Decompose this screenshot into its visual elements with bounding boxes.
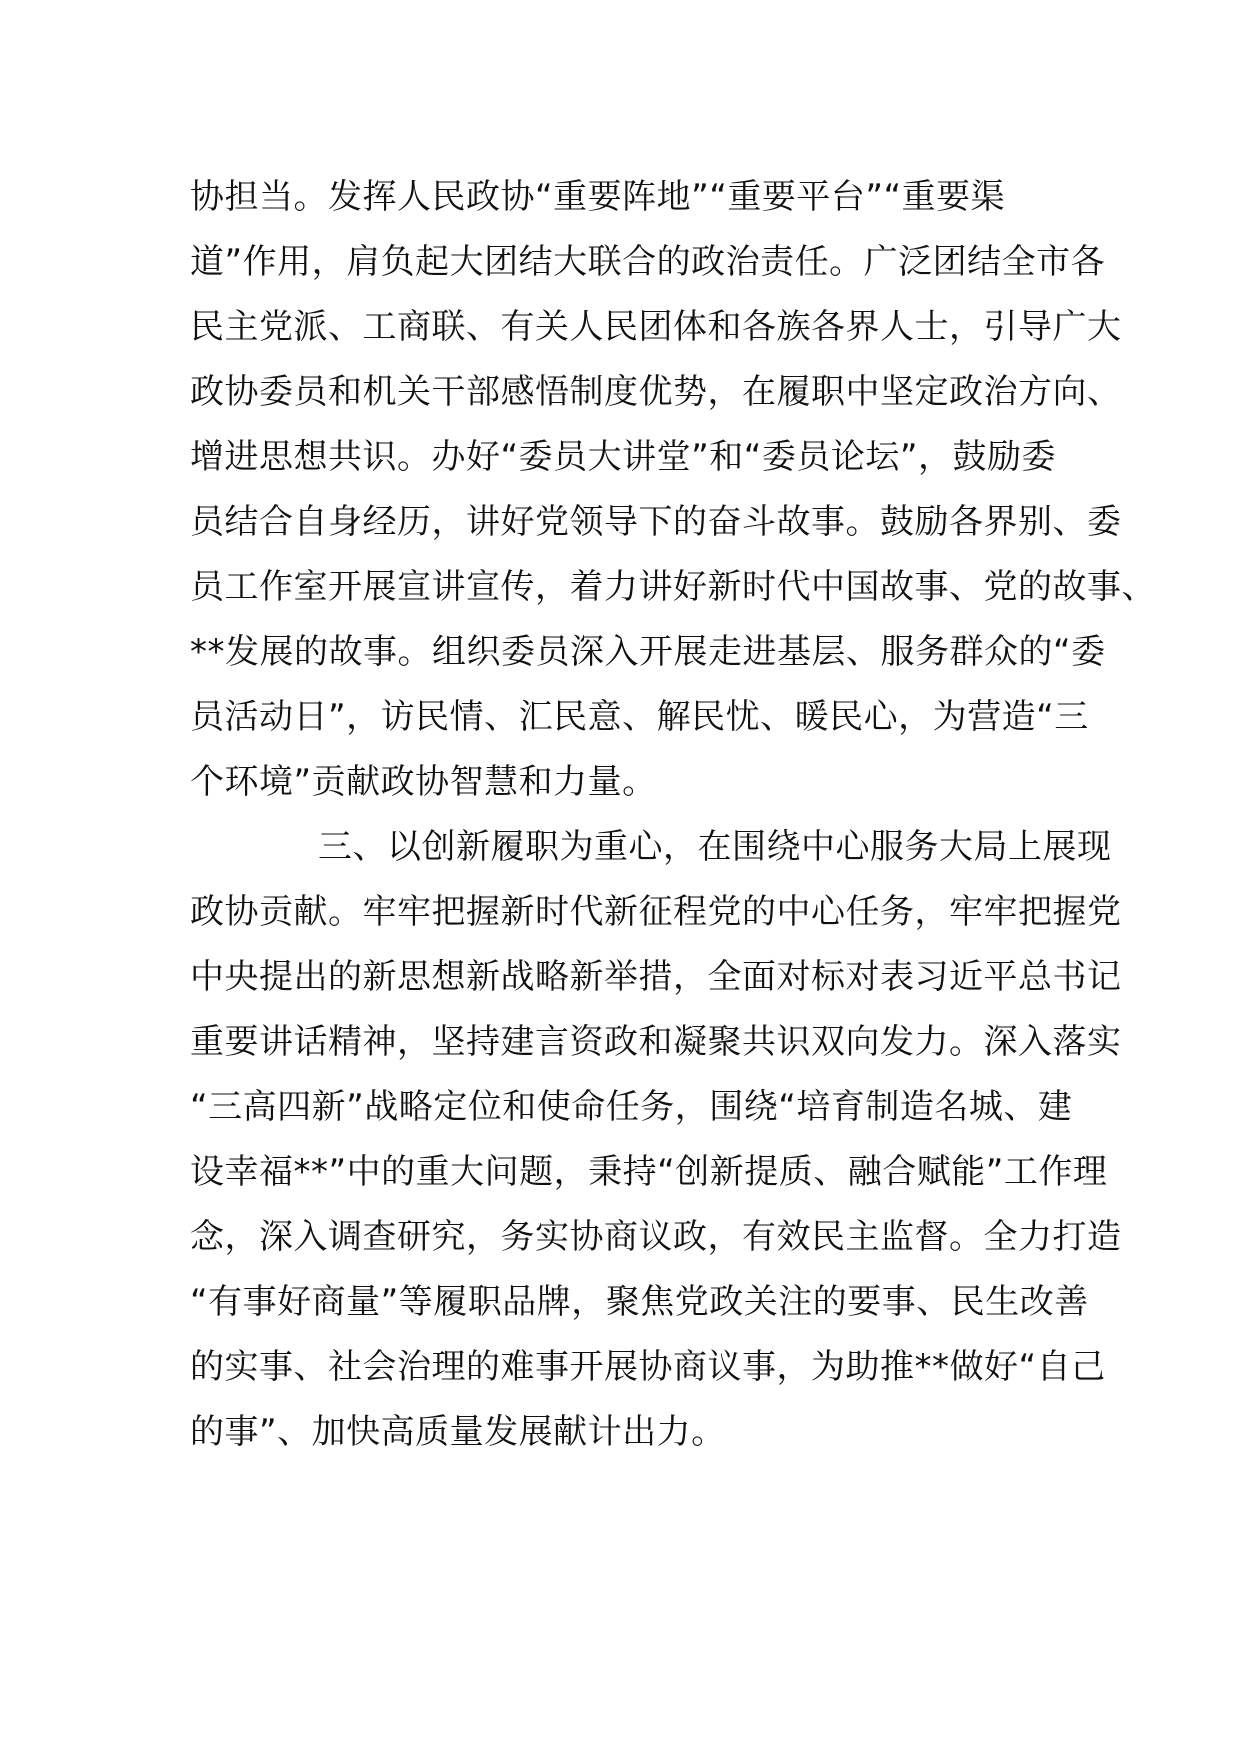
text-line: “三高四新”战略定位和使命任务，围绕“培育制造名城、建 bbox=[190, 1087, 1073, 1127]
text-line: “有事好商量”等履职品牌，聚焦党政关注的要事、民生改善 bbox=[190, 1282, 1089, 1322]
section-heading-line: 三、以创新履职为重心，在围绕中心服务大局上展现 bbox=[318, 827, 1112, 867]
text-line: 中央提出的新思想新战略新举措，全面对标对表习近平总书记 bbox=[190, 957, 1122, 997]
document-body bbox=[190, 165, 1156, 1465]
text-line: 员结合自身经历，讲好党领导下的奋斗故事。鼓励各界别、委 bbox=[190, 502, 1122, 542]
text-line: 政协贡献。牢牢把握新时代新征程党的中心任务，牢牢把握党 bbox=[190, 892, 1122, 932]
text-line: **发展的故事。组织委员深入开展走进基层、服务群众的“委 bbox=[190, 632, 1106, 672]
text-line: 重要讲话精神，坚持建言资政和凝聚共识双向发力。深入落实 bbox=[190, 1022, 1122, 1062]
text-line: 设幸福**”中的重大问题，秉持“创新提质、融合赋能”工作理 bbox=[190, 1152, 1108, 1192]
text-line: 员工作室开展宣讲宣传，着力讲好新时代中国故事、党的故事、 bbox=[190, 567, 1156, 607]
text-line: 员活动日”，访民情、汇民意、解民忧、暖民心，为营造“三 bbox=[190, 697, 1089, 737]
text-line: 政协委员和机关干部感悟制度优势，在履职中坚定政治方向、 bbox=[190, 372, 1122, 412]
text-line: 的实事、社会治理的难事开展协商议事，为助推**做好“自己 bbox=[190, 1347, 1106, 1387]
text-line: 民主党派、工商联、有关人民团体和各族各界人士，引导广大 bbox=[190, 307, 1122, 347]
text-line: 道”作用，肩负起大团结大联合的政治责任。广泛团结全市各 bbox=[190, 242, 1106, 282]
text-line: 增进思想共识。办好“委员大讲堂”和“委员论坛”，鼓励委 bbox=[190, 437, 1056, 477]
text-line: 的事”、加快高质量发展献计出力。 bbox=[190, 1412, 726, 1452]
text-line: 协担当。发挥人民政协“重要阵地”“重要平台”“重要渠 bbox=[190, 177, 1006, 217]
text-line: 念，深入调查研究，务实协商议政，有效民主监督。全力打造 bbox=[190, 1217, 1122, 1257]
text-line: 个环境”贡献政协智慧和力量。 bbox=[190, 762, 657, 802]
